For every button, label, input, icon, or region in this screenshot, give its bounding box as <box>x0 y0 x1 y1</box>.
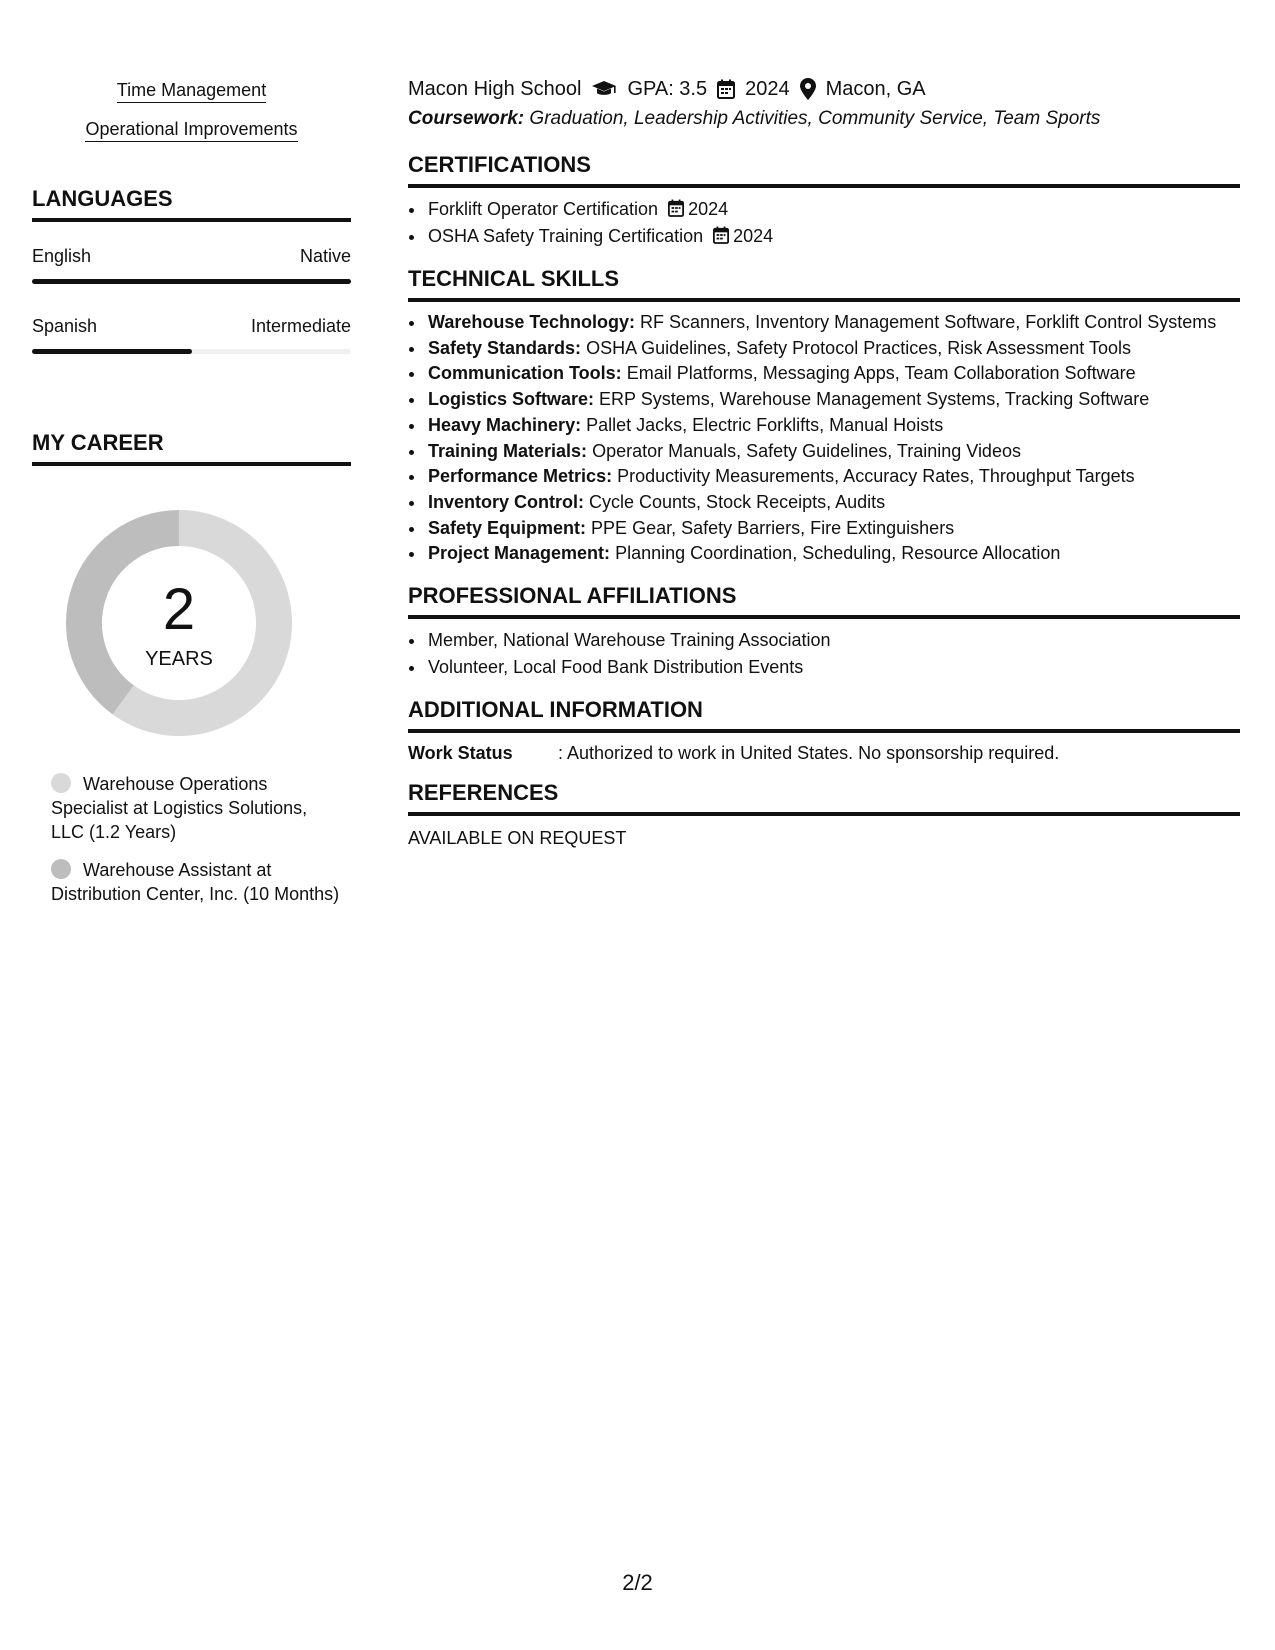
technical-skill-label: Inventory Control: <box>428 491 584 512</box>
technical-skill-text: RF Scanners, Inventory Management Software, Forklift Control Systems <box>640 312 1217 332</box>
education-year: 2024 <box>745 78 790 100</box>
graduation-cap-icon <box>591 80 617 98</box>
career-total-unit: YEARS <box>145 648 213 670</box>
language-proficiency-fill <box>32 349 192 354</box>
technical-skill-item <box>426 310 1240 336</box>
technical-skill-text: Operator Manuals, Safety Guidelines, Training Videos <box>592 440 1021 461</box>
certification-item <box>426 196 1240 223</box>
work-status-label: Work Status <box>408 743 513 764</box>
certification-name: OSHA Safety Training Certification <box>428 226 704 246</box>
certifications-list <box>408 196 1240 250</box>
right-column <box>408 76 1240 849</box>
technical-skill-item <box>426 439 1240 465</box>
technical-skill-item <box>426 336 1240 362</box>
technical-skill-label: Communication Tools: <box>428 363 622 384</box>
certification-year: 2024 <box>688 199 729 219</box>
technical-skill-item <box>426 541 1240 567</box>
technical-skill-label: Logistics Software: <box>428 389 595 410</box>
technical-skill-label: Warehouse Technology: <box>428 312 636 332</box>
references-text: AVAILABLE ON REQUEST <box>408 828 627 849</box>
skill-label: Time Management <box>117 80 266 103</box>
additional-info-heading: ADDITIONAL INFORMATION <box>408 697 1240 733</box>
coursework-text: Graduation, Leadership Activities, Community Service, Team Sports <box>529 108 1101 129</box>
language-name: Spanish <box>32 316 98 336</box>
technical-skill-item <box>426 490 1240 516</box>
affiliation-item: • Volunteer, Local Food Bank Distribution Events <box>426 654 1240 681</box>
technical-skill-text: Email Platforms, Messaging Apps, Team Collaboration Software <box>626 363 1136 384</box>
technical-skills-list <box>408 310 1240 567</box>
affiliations-heading: PROFESSIONAL AFFILIATIONS <box>408 583 1240 619</box>
language-row <box>32 246 351 267</box>
career-dot-icon <box>51 773 71 793</box>
language-proficiency-bar <box>32 349 351 354</box>
certifications-heading: CERTIFICATIONS <box>408 152 1240 188</box>
certification-item <box>426 223 1240 250</box>
calendar-icon <box>717 79 735 99</box>
page-number: 2/2 <box>622 1570 653 1595</box>
career-item <box>51 858 341 906</box>
technical-skill-item <box>426 516 1240 542</box>
certification-year: 2024 <box>733 226 774 246</box>
location-pin-icon <box>800 78 816 100</box>
left-column <box>32 80 351 920</box>
language-list <box>32 246 351 354</box>
language-proficiency-bar <box>32 279 351 284</box>
career-dot-icon <box>51 859 71 879</box>
languages-section <box>32 186 351 354</box>
work-status-value: : Authorized to work in United States. No sponsorship required. <box>558 743 1060 764</box>
career-item-label: Warehouse Assistant at Distribution Center, Inc. (10 Months) <box>51 860 340 904</box>
affiliation-item: • Member, National Warehouse Training Association <box>426 627 1240 654</box>
education-location: Macon, GA <box>825 78 926 100</box>
education-line <box>408 76 1240 102</box>
affiliations-list <box>408 627 1240 681</box>
work-status-row <box>408 743 1240 764</box>
technical-skill-text: Cycle Counts, Stock Receipts, Audits <box>589 491 886 512</box>
technical-skill-text: Productivity Measurements, Accuracy Rates, Throughput Targets <box>617 466 1135 487</box>
technical-skill-item <box>426 387 1240 413</box>
language-proficiency-fill <box>32 279 351 284</box>
career-total-value: 2 <box>162 577 196 642</box>
technical-skill-text: ERP Systems, Warehouse Management Systems, Tracking Software <box>599 389 1150 410</box>
career-item-label: Warehouse Operations Specialist at Logistics Solutions, LLC (1.2 Years) <box>51 774 308 842</box>
technical-skill-label: Safety Standards: <box>428 337 582 358</box>
career-donut <box>66 510 292 736</box>
career-item <box>51 772 341 844</box>
skill-item <box>32 80 351 103</box>
references-heading: REFERENCES <box>408 780 1240 816</box>
technical-skill-label: Heavy Machinery: <box>428 414 582 435</box>
technical-skill-text: Planning Coordination, Scheduling, Resource Allocation <box>615 543 1061 564</box>
languages-heading: LANGUAGES <box>32 186 351 222</box>
coursework <box>408 108 1240 130</box>
technical-skill-label: Project Management: <box>428 543 611 564</box>
career-section <box>32 430 351 906</box>
technical-skill-item <box>426 464 1240 490</box>
skill-item <box>32 119 351 142</box>
career-heading: MY CAREER <box>32 430 351 466</box>
language-level: Intermediate <box>250 316 351 336</box>
school-name: Macon High School <box>408 78 582 100</box>
technical-skill-item <box>426 413 1240 439</box>
technical-skill-item <box>426 361 1240 387</box>
certification-name: Forklift Operator Certification <box>428 199 659 219</box>
language-row <box>32 316 351 337</box>
language-level: Native <box>299 246 351 266</box>
technical-skill-label: Training Materials: <box>428 440 588 461</box>
technical-skill-text: Pallet Jacks, Electric Forklifts, Manual Hoists <box>586 414 944 435</box>
skill-label: Operational Improvements <box>85 119 297 142</box>
technical-skills-heading: TECHNICAL SKILLS <box>408 266 1240 302</box>
calendar-icon <box>713 226 729 244</box>
coursework-label: Coursework: <box>408 108 525 129</box>
technical-skill-text: PPE Gear, Safety Barriers, Fire Extinguishers <box>591 517 955 538</box>
calendar-icon <box>668 199 684 217</box>
gpa: GPA: 3.5 <box>627 78 708 100</box>
technical-skill-label: Safety Equipment: <box>428 517 587 538</box>
career-list <box>32 772 351 906</box>
technical-skill-label: Performance Metrics: <box>428 466 613 487</box>
technical-skill-text: OSHA Guidelines, Safety Protocol Practices, Risk Assessment Tools <box>586 337 1131 358</box>
language-name: English <box>32 246 92 266</box>
